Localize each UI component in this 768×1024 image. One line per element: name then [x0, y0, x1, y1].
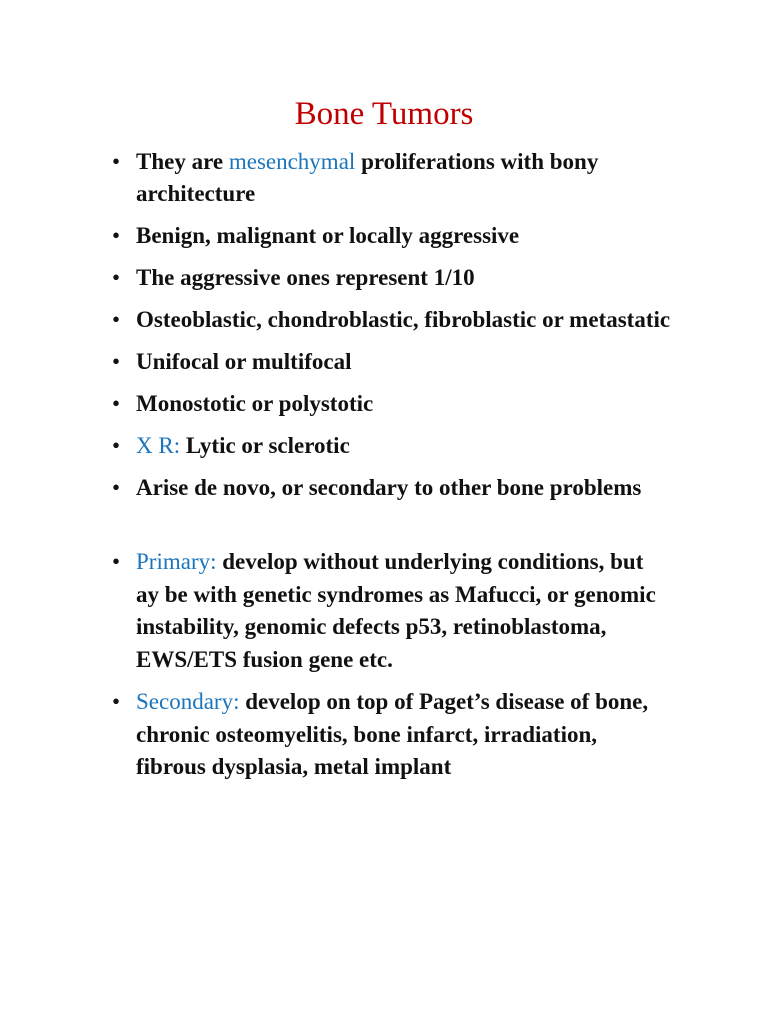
bullet-highlight: X R: [136, 433, 181, 458]
bullet-item [112, 388, 672, 420]
bullet-text: develop without underlying conditions, but ay be with genetic syndromes as Mafucci, or genomic instability, genomic defects p53, retinoblastoma, EWS/ETS fusion gene etc. [136, 549, 656, 672]
bullet-text: The aggressive ones represent 1/10 [136, 265, 475, 290]
bullet-item [112, 546, 672, 676]
bullet-highlight: Primary: [136, 549, 217, 574]
bullet-highlight: Secondary: [136, 689, 240, 714]
bullet-item [112, 686, 672, 784]
bullet-text: Osteoblastic, chondroblastic, fibroblastic or metastatic [136, 307, 671, 332]
bullet-item [112, 262, 672, 294]
bullet-item [112, 346, 672, 378]
bullet-marker: • [112, 149, 121, 174]
bullet-text: Arise de novo, or secondary to other bone problems [136, 475, 642, 500]
bullet-marker: • [112, 391, 121, 416]
bullet-text: Benign, malignant or locally aggressive [136, 223, 520, 248]
bullet-item [112, 304, 672, 336]
bullet-marker: • [112, 349, 121, 374]
bullet-text: Lytic or sclerotic [180, 433, 350, 458]
bullet-marker: • [112, 223, 121, 248]
bullet-marker: • [112, 265, 121, 290]
bullet-item [112, 146, 672, 210]
bullet-marker: • [112, 475, 121, 500]
bullet-highlight: mesenchymal [228, 149, 356, 174]
bullet-text: develop on top of Paget’s disease of bone, chronic osteomyelitis, bone infarct, irradiation, fibrous dysplasia, metal implant [136, 689, 649, 779]
bullet-item [112, 472, 672, 504]
page-title: Bone Tumors [294, 96, 474, 132]
bullet-item [112, 430, 672, 462]
bullet-text: proliferations with bony architecture [136, 149, 599, 206]
bullet-lead: They are [136, 149, 229, 174]
bullet-marker: • [112, 689, 121, 714]
bullet-list [112, 146, 672, 794]
bullet-marker: • [112, 549, 121, 574]
bullet-item [112, 220, 672, 252]
bullet-text: Unifocal or multifocal [136, 349, 352, 374]
bullet-marker: • [112, 433, 121, 458]
bullet-text: Monostotic or polystotic [136, 391, 374, 416]
bullet-marker: • [112, 307, 121, 332]
